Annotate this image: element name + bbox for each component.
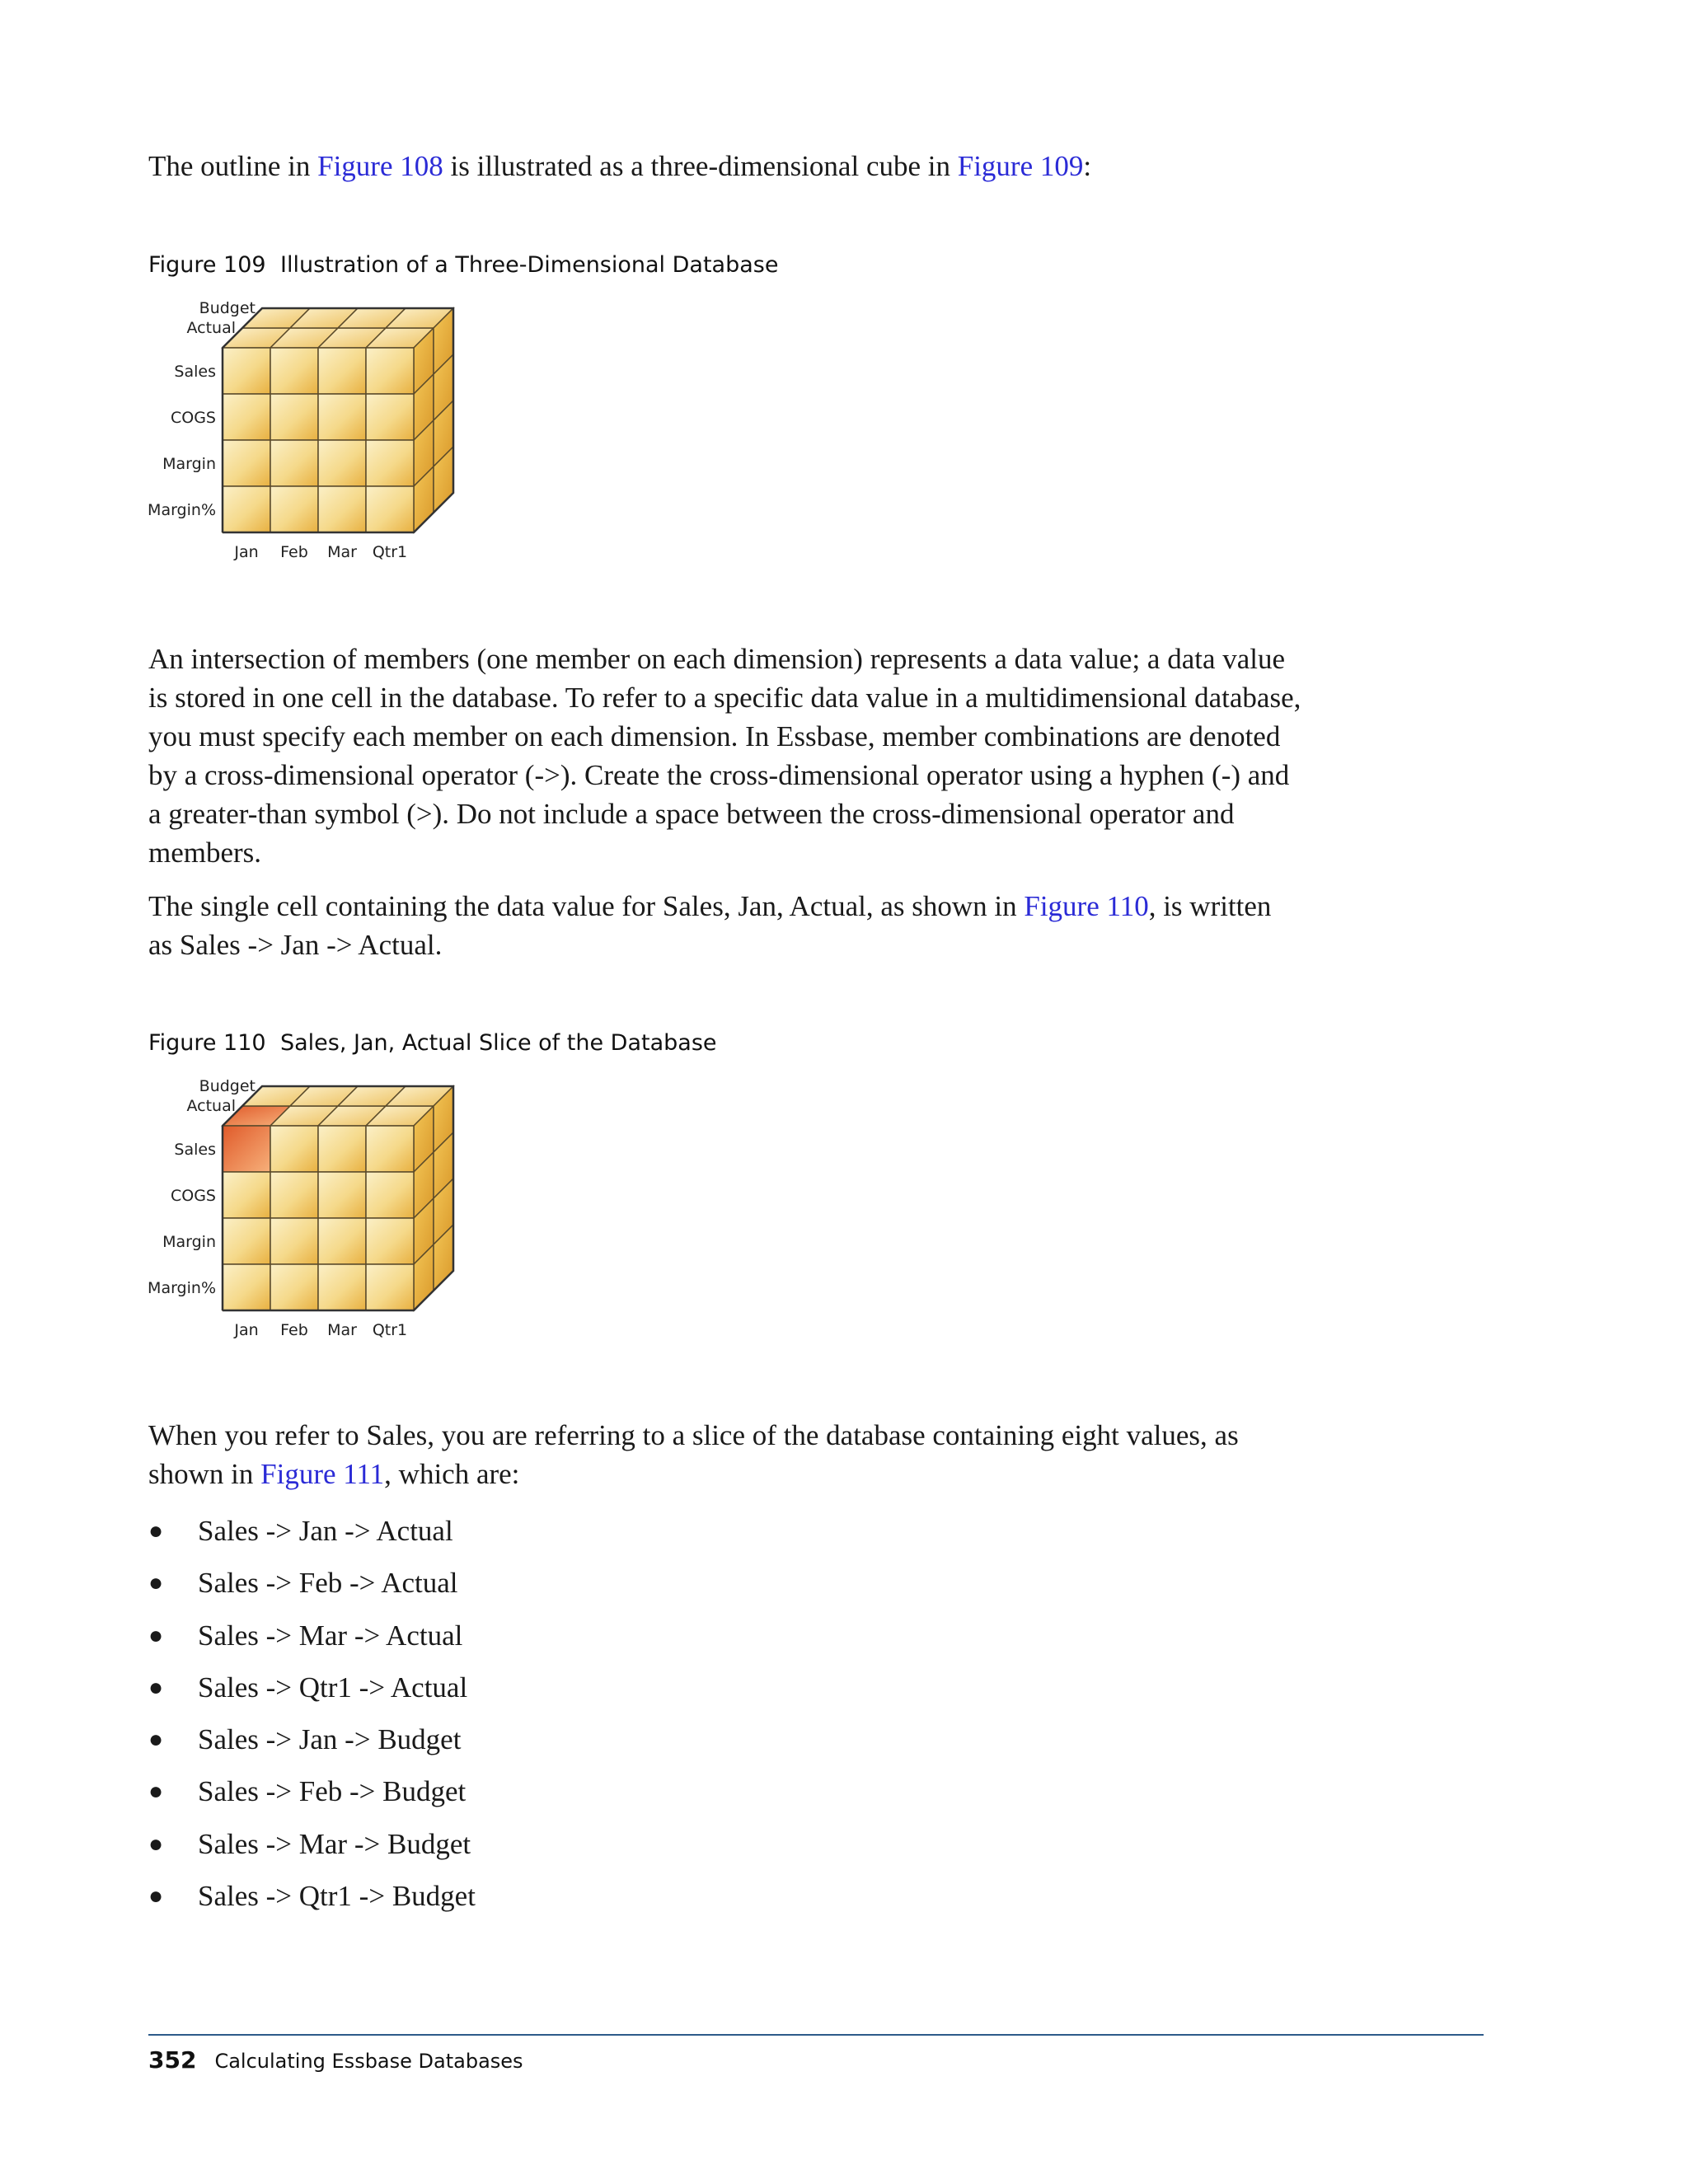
intro-paragraph bbox=[148, 147, 1302, 185]
figure-109-caption bbox=[148, 252, 778, 278]
column-label: Mar bbox=[327, 543, 357, 561]
row-label: Sales bbox=[174, 363, 216, 381]
row-label: COGS bbox=[170, 1187, 216, 1205]
bullet-icon: ● bbox=[148, 1569, 164, 1597]
cube-front-cell bbox=[366, 1172, 414, 1218]
cube-front-cell bbox=[223, 394, 270, 440]
cube-front-cell bbox=[318, 1172, 366, 1218]
figure-110-number: Figure 110 bbox=[148, 1030, 266, 1056]
list-item-text: Sales -> Jan -> Budget bbox=[198, 1723, 462, 1756]
figure-109-number: Figure 109 bbox=[148, 252, 266, 278]
cube-front-cell bbox=[318, 486, 366, 532]
depth-label: Budget bbox=[199, 1080, 256, 1095]
figure-110-caption bbox=[148, 1030, 717, 1056]
footer-divider bbox=[148, 2034, 1484, 2036]
cube-front-cell bbox=[318, 1218, 366, 1264]
column-label: Feb bbox=[280, 1321, 308, 1339]
slice-values-list bbox=[148, 1505, 476, 1922]
cube-front-cell bbox=[318, 1126, 366, 1172]
row-label: COGS bbox=[170, 409, 216, 427]
depth-label: Budget bbox=[199, 302, 256, 317]
list-item-text: Sales -> Mar -> Budget bbox=[198, 1827, 471, 1860]
figure-109-cube bbox=[140, 302, 470, 574]
depth-label: Actual bbox=[186, 1097, 236, 1115]
list-item-text: Sales -> Qtr1 -> Actual bbox=[198, 1671, 468, 1704]
intro-text-mid: is illustrated as a three-dimensional cube in bbox=[443, 150, 958, 182]
intro-text-pre: The outline in bbox=[148, 150, 318, 182]
depth-label: Actual bbox=[186, 319, 236, 337]
cube-front-cell bbox=[223, 440, 270, 486]
row-label: Margin% bbox=[148, 501, 216, 519]
single-cell-text-post: , is written as Sales -> Jan -> Actual. bbox=[148, 890, 1272, 961]
cube-front-cell bbox=[366, 1264, 414, 1310]
footer-title: Calculating Essbase Databases bbox=[214, 2050, 523, 2073]
figure-109-link[interactable]: Figure 109 bbox=[957, 150, 1084, 182]
list-item-text: Sales -> Qtr1 -> Budget bbox=[198, 1880, 476, 1913]
row-label: Margin bbox=[162, 1233, 216, 1251]
cube-front-cell bbox=[366, 486, 414, 532]
single-cell-text-pre: The single cell containing the data value for Sales, Jan, Actual, as shown in bbox=[148, 890, 1025, 922]
list-item bbox=[148, 1765, 476, 1817]
single-cell-paragraph bbox=[148, 887, 1302, 964]
bullet-icon: ● bbox=[148, 1830, 164, 1858]
page-footer bbox=[148, 2046, 523, 2074]
figure-109-title: Illustration of a Three-Dimensional Database bbox=[280, 252, 779, 278]
column-label: Qtr1 bbox=[372, 543, 408, 561]
page-number: 352 bbox=[148, 2046, 197, 2074]
slice-text-pre: When you refer to Sales, you are referring to a slice of the database containing eight values, as shown in bbox=[148, 1419, 1239, 1490]
list-item bbox=[148, 1557, 476, 1609]
cube-front-cell bbox=[223, 1172, 270, 1218]
bullet-icon: ● bbox=[148, 1673, 164, 1701]
cube-front-cell bbox=[366, 348, 414, 394]
cube-illustration bbox=[140, 302, 470, 574]
cube-front-cell bbox=[270, 1126, 318, 1172]
cube-front-cell bbox=[270, 394, 318, 440]
list-item bbox=[148, 1870, 476, 1922]
cube-front-cell bbox=[318, 348, 366, 394]
figure-110-title: Sales, Jan, Actual Slice of the Database bbox=[280, 1030, 717, 1056]
cube-front-cell bbox=[223, 348, 270, 394]
bullet-icon: ● bbox=[148, 1726, 164, 1754]
cube-front-cell bbox=[270, 486, 318, 532]
slice-paragraph bbox=[148, 1416, 1302, 1493]
column-label: Mar bbox=[327, 1321, 357, 1339]
list-item bbox=[148, 1610, 476, 1661]
cube-front-cell bbox=[366, 440, 414, 486]
cube-front-cell bbox=[318, 440, 366, 486]
slice-text-post: , which are: bbox=[384, 1458, 520, 1490]
cube-front-cell bbox=[366, 394, 414, 440]
cube-front-cell bbox=[270, 440, 318, 486]
intersection-paragraph: An intersection of members (one member on each dimension) represents a data value; a data value is stored in one cell in the database. To refer to a specific data value in a multidimensional database, you must specify each member on each dimension. In Essbase, member combinations are denoted by a cross-dimensional operator (->). Create the cross-dimensional operator using a hyphen (-) and a greater-than symbol (>). Do not include a space between the cross-dimensional operator and members. bbox=[148, 643, 1301, 869]
figure-110-link[interactable]: Figure 110 bbox=[1024, 890, 1149, 922]
figure-108-link[interactable]: Figure 108 bbox=[317, 150, 443, 182]
figure-111-link[interactable]: Figure 111 bbox=[260, 1458, 385, 1490]
intro-text-post: : bbox=[1083, 150, 1092, 182]
list-item-text: Sales -> Feb -> Actual bbox=[198, 1567, 458, 1600]
cube-front-cell bbox=[270, 348, 318, 394]
cube-front-cell bbox=[318, 1264, 366, 1310]
bullet-icon: ● bbox=[148, 1621, 164, 1649]
cube-front-cell bbox=[366, 1218, 414, 1264]
highlighted-front-cell bbox=[223, 1126, 270, 1172]
list-item bbox=[148, 1713, 476, 1765]
bullet-icon: ● bbox=[148, 1882, 164, 1910]
cube-illustration bbox=[140, 1080, 470, 1352]
column-label: Qtr1 bbox=[372, 1321, 408, 1339]
cube-front-cell bbox=[270, 1264, 318, 1310]
cube-front-cell bbox=[318, 394, 366, 440]
figure-110-cube bbox=[140, 1080, 470, 1352]
list-item-text: Sales -> Jan -> Actual bbox=[198, 1515, 453, 1547]
row-label: Margin% bbox=[148, 1279, 216, 1297]
cube-front-cell bbox=[223, 486, 270, 532]
list-item bbox=[148, 1505, 476, 1557]
cube-front-cell bbox=[270, 1172, 318, 1218]
column-label: Feb bbox=[280, 543, 308, 561]
cube-front-cell bbox=[270, 1218, 318, 1264]
cube-front-cell bbox=[366, 1126, 414, 1172]
cube-front-cell bbox=[223, 1218, 270, 1264]
list-item-text: Sales -> Mar -> Actual bbox=[198, 1619, 463, 1652]
list-item bbox=[148, 1661, 476, 1713]
cube-front-cell bbox=[223, 1264, 270, 1310]
row-label: Sales bbox=[174, 1141, 216, 1159]
column-label: Jan bbox=[234, 1321, 259, 1339]
list-item-text: Sales -> Feb -> Budget bbox=[198, 1775, 467, 1808]
bullet-icon: ● bbox=[148, 1517, 164, 1544]
column-label: Jan bbox=[234, 543, 259, 561]
bullet-icon: ● bbox=[148, 1778, 164, 1806]
list-item bbox=[148, 1818, 476, 1870]
row-label: Margin bbox=[162, 455, 216, 473]
